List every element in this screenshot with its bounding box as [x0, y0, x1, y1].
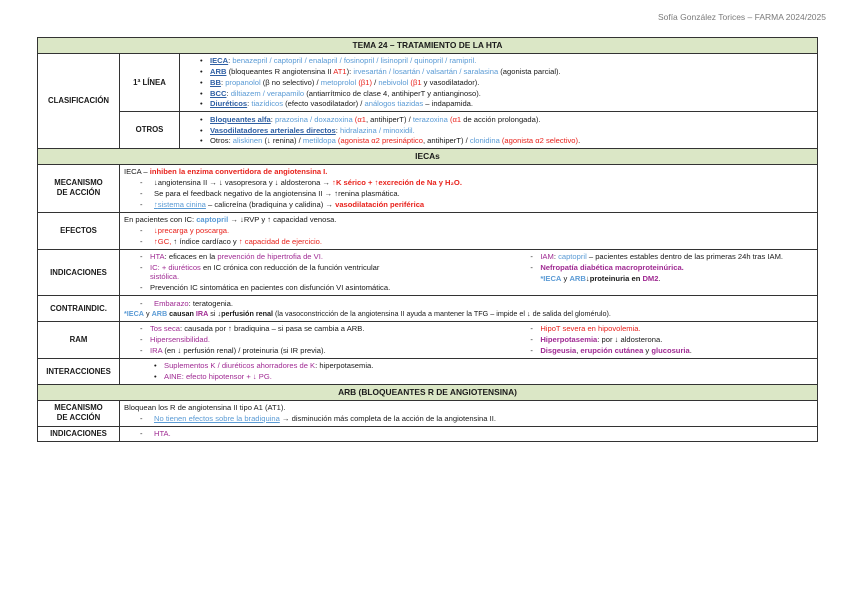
down-arrow-icon: ↓	[219, 178, 223, 188]
vaso-drugs: hidralazina / minoxidil.	[340, 125, 415, 135]
arb-indicaciones-content	[120, 426, 818, 441]
arb-header: ARB (BLOQUEANTES R DE ANGIOTENSINA)	[38, 385, 818, 401]
ram-label: RAM	[38, 321, 120, 358]
ind-r-3b: y	[561, 273, 570, 283]
ieca-drugs: benazepril / captopril / enalapril / fosinopril / lisinopril / quinopril / ramipril.	[232, 55, 477, 65]
mec-text-0a: IECA –	[124, 167, 150, 177]
ram-text-3d: perfusión renal) / proteinuria (si IR previa).	[181, 345, 326, 355]
ci-text-2e: IRA	[195, 309, 209, 319]
mec-text-3c: – calicreína (bradiquina y calidina) →	[205, 199, 336, 209]
ram-text-3b: (en	[162, 345, 178, 355]
list-item	[138, 335, 522, 344]
bb-beta-1: (β1)	[356, 77, 372, 87]
ram-r-2b: : por	[597, 335, 615, 345]
list-item	[198, 136, 813, 145]
alfa-drug-1: prazosina / doxazoxina	[275, 114, 353, 124]
list-item	[138, 324, 522, 333]
mecanismo-content	[120, 164, 818, 212]
ram-r-3c: erupción cutánea	[580, 345, 644, 355]
ind-text-3: Prevención IC sintomática en pacientes con disfunción VI asintomática.	[150, 283, 391, 293]
list-item	[142, 189, 813, 198]
bcc-note: (antiarrítmico de clase 4, antihiperT y antianginoso).	[304, 88, 481, 98]
ind-text-2a: IC: + diuréticos	[150, 262, 201, 272]
ind-r-3a: *IECA	[540, 273, 562, 283]
otros-label: OTROS	[120, 112, 180, 149]
ram-r-2a: Hiperpotasemia	[540, 335, 598, 345]
down-arrow-icon: ↓	[217, 309, 222, 319]
arb-mecanismo-content	[120, 400, 818, 426]
list-item	[528, 324, 813, 333]
ci-text-2i: (la vasoconstricción de la angiotensina II ayuda a mantener la TFG – impide el ↓ de salida del glomérulo).	[273, 309, 611, 319]
ram-content	[120, 321, 818, 358]
up-arrow-icon: ↑	[154, 236, 158, 246]
bb-drug-1: propanolol	[225, 77, 261, 87]
ci-text-1b: : teratogenia.	[188, 298, 233, 308]
mecanismo-label	[38, 164, 120, 212]
indicaciones-content	[120, 249, 818, 296]
indicaciones-row	[38, 249, 818, 296]
bb-text-1: (β no selectivo) /	[260, 77, 321, 87]
arb-mec-label-2: DE ACCIÓN	[56, 413, 101, 423]
ci-text-2d: causan	[167, 309, 196, 319]
bb-sep: /	[371, 77, 379, 87]
efe-text-0c: →	[228, 215, 241, 225]
list-item	[142, 299, 813, 308]
alfa-text-2: de acción prolongada).	[461, 114, 541, 124]
ram-row	[38, 321, 818, 358]
mec-text-3d: vasodilatación periférica	[335, 199, 425, 209]
ram-r-1: HipoT severa en hipovolemia.	[540, 324, 641, 334]
efe-text-0e: RVP y	[243, 215, 268, 225]
list-item	[142, 237, 813, 246]
mec-text-1h: K sérico +	[335, 178, 375, 188]
list-item	[152, 372, 813, 381]
mec-text-1d: vasopresora y	[222, 178, 275, 188]
mec-text-1j: excreción de Na y H₂O.	[378, 178, 462, 188]
down-arrow-icon: ↓	[585, 273, 590, 283]
efectos-label: EFECTOS	[38, 212, 120, 249]
mecanismo-label-1: MECANISMO	[54, 178, 103, 188]
list-item	[528, 335, 813, 344]
int-text-2d: PG.	[256, 372, 272, 382]
up-arrow-icon: ↑	[238, 236, 243, 246]
efe-text-0a: En pacientes con IC:	[124, 215, 197, 225]
efectos-content	[120, 212, 818, 249]
iecas-header-row	[38, 149, 818, 165]
mec-text-3b: sistema cinina	[157, 199, 206, 209]
arb-mec-text-1b: → disminución más completa de la acción de la angiotensina II.	[279, 413, 496, 423]
list-item	[142, 178, 813, 187]
mec-text-0b: inhiben la enzima convertidora de angiotensina I.	[149, 167, 328, 177]
title-row	[38, 38, 818, 54]
interacciones-label: INTERACCIONES	[38, 358, 120, 384]
list-item: • BCC: diltiazem / verapamilo (antiarrítmico de clase 4, antihiperT y antianginoso).	[198, 89, 813, 98]
up-arrow-icon: ↑	[154, 199, 158, 209]
author-header: Sofía González Torices – FARMA 2024/2025	[657, 12, 826, 22]
ind-r-3f: DM2	[642, 273, 659, 283]
otros-agonist-2: (agonista α2 selectivo)	[499, 136, 579, 146]
up-arrow-icon: ↑	[173, 236, 178, 246]
int-text-2a: AINE	[164, 372, 182, 382]
list-item	[152, 361, 813, 370]
arb-mec-label-1: MECANISMO	[54, 403, 103, 413]
ieca-name: IECA	[210, 55, 229, 65]
ind-text-2c: sistólica.	[150, 272, 180, 282]
diureticos-drug-2: análogos tiazidas	[364, 99, 424, 109]
list-item	[138, 346, 522, 355]
ram-r-3a: Disgeusia	[540, 345, 577, 355]
otros-agonist-1: (agonista α2 presináptico	[335, 136, 423, 146]
indicaciones-label: INDICACIONES	[38, 249, 120, 296]
ci-text-1a: Embarazo	[154, 298, 189, 308]
primera-linea-label: 1ª LÍNEA	[120, 53, 180, 112]
list-item	[142, 200, 813, 209]
hta-table	[37, 37, 818, 442]
down-arrow-icon: ↓	[154, 178, 158, 188]
efe-text-2d: índice cardíaco y	[177, 236, 239, 246]
ind-text-1a: HTA	[150, 252, 165, 262]
mecanismo-row	[38, 164, 818, 212]
clasificacion-row-1	[38, 53, 818, 112]
alfa-a2: (α1	[447, 114, 462, 124]
up-arrow-icon: ↑	[228, 324, 232, 334]
up-arrow-icon: ↑	[374, 178, 379, 188]
bb-text-2: y vasodilatador).	[421, 77, 480, 87]
otros-text-0: Otros:	[210, 136, 233, 146]
arb-mecanismo-row	[38, 400, 818, 426]
mec-text-1b: angiotensina II →	[157, 178, 220, 188]
diureticos-name: Diuréticos	[210, 99, 248, 109]
arb-mec-text-0: Bloquean los R de angiotensina II tipo A1 (AT1).	[124, 402, 286, 412]
bb-beta-2: (β1	[408, 77, 422, 87]
efe-text-1b: precarga y poscarga.	[157, 225, 230, 235]
diureticos-text-2: – indapamida.	[423, 99, 474, 109]
arb-close: ):	[346, 66, 354, 76]
down-arrow-icon: ↓	[252, 372, 257, 382]
otros-text-1: (	[262, 136, 267, 146]
bb-name: BB	[210, 77, 221, 87]
efe-text-0g: capacidad venosa.	[271, 215, 337, 225]
interacciones-content	[120, 358, 818, 384]
ram-r-3f: .	[689, 345, 692, 355]
ci-text-2b: y	[143, 309, 152, 319]
down-arrow-icon: ↓	[267, 136, 271, 146]
alfa-a1: (α1	[352, 114, 366, 124]
arb-mec-text-1a: No tienen efectos sobre la bradiquina	[154, 413, 280, 423]
alfa-text-1: , antihiperT) /	[365, 114, 413, 124]
down-arrow-icon: ↓	[240, 215, 244, 225]
ind-r-1a: IAM	[540, 252, 554, 262]
alfa-drug-2: terazoxina	[412, 114, 448, 124]
ram-r-3e: glucosuria	[651, 345, 690, 355]
ind-r-1b: :	[553, 252, 559, 262]
up-arrow-icon: ↑	[332, 178, 336, 188]
arb-mecanismo-label	[38, 400, 120, 426]
list-item	[528, 263, 813, 272]
efe-text-0b: captopril	[196, 215, 229, 225]
contraind-row	[38, 296, 818, 322]
ci-text-2f: si	[208, 309, 218, 319]
ram-r-3b: ,	[576, 345, 581, 355]
mec-text-2a: Se para el feedback negativo de la angiotensina II →	[154, 188, 335, 198]
arb-indicaciones-label: INDICACIONES	[38, 426, 120, 441]
ram-r-3d: y	[643, 345, 652, 355]
clasificacion-label: CLASIFICACIÓN	[38, 53, 120, 149]
down-arrow-icon: ↓	[154, 225, 158, 235]
page-title: TEMA 24 – TRATAMIENTO DE LA HTA	[38, 38, 818, 54]
list-item	[142, 429, 813, 438]
ind-r-1d: – pacientes estables dentro de las primeras 24h tras IAM.	[586, 252, 784, 262]
interacciones-row	[38, 358, 818, 384]
list-item	[528, 274, 813, 283]
ram-text-1a: Tos seca	[150, 324, 180, 334]
ci-text-2c: ARB	[151, 309, 168, 319]
vaso-name: Vasodilatadores arteriales directos	[210, 125, 336, 135]
ind-r-3c: ARB	[569, 273, 586, 283]
arb-name: ARB	[210, 66, 227, 76]
arb-at1: AT1	[333, 66, 347, 76]
int-text-1a: Suplementos K / diuréticos ahorradores de K	[164, 361, 316, 371]
list-item	[138, 252, 522, 261]
clasificacion-row-2	[38, 112, 818, 149]
ind-text-2b: en IC crónica con reducción de la función ventricular	[200, 262, 380, 272]
ram-text-1b: : causada por	[179, 324, 229, 334]
list-item	[142, 414, 813, 423]
list-item	[528, 252, 813, 261]
down-arrow-icon: ↓	[177, 345, 182, 355]
list-item	[138, 263, 522, 282]
bb-drug-2: metoprolol	[320, 77, 357, 87]
list-item	[138, 283, 522, 292]
down-arrow-icon: ↓	[614, 335, 619, 345]
arb-drugs: irvesartán / losartán / valsartán / saralasina	[353, 66, 499, 76]
arb-header-row	[38, 385, 818, 401]
otros-text-4: .	[578, 136, 581, 146]
otros-drug-2: metildopa	[302, 136, 336, 146]
int-text-2b: : efecto hipotensor +	[181, 372, 253, 382]
otros-drug-1: aliskinen	[232, 136, 263, 146]
mecanismo-label-2: DE ACCIÓN	[56, 188, 101, 198]
ind-r-3e: proteinuria en	[589, 273, 643, 283]
arb-indicaciones-row	[38, 426, 818, 441]
mec-text-2c: renina plasmática.	[338, 188, 400, 198]
list-item: • Bloqueantes alfa: prazosina / doxazoxina (α1, antihiperT) / terazoxina (α1 de acción prolongada).	[198, 115, 813, 124]
diureticos-text-1: (efecto vasodilatador) /	[283, 99, 365, 109]
otros-content	[180, 112, 818, 149]
efe-text-2b: GC,	[157, 236, 174, 246]
list-item: • Diuréticos: tiazídicos (efecto vasodilatador) / análogos tiazidas – indapamida.	[198, 99, 813, 108]
contraind-content	[120, 296, 818, 322]
primera-linea-content	[180, 53, 818, 112]
arb-desc: (bloqueantes R angiotensina II	[226, 66, 334, 76]
arb-ind-text-1: HTA.	[154, 429, 171, 439]
ind-r-3g: .	[658, 273, 661, 283]
list-item: • IECA: benazepril / captopril / enalapril / fosinopril / lisinopril / quinopril / ramipril.	[198, 56, 813, 65]
bcc-drugs: diltiazem / verapamilo	[230, 88, 305, 98]
bcc-name: BCC	[210, 88, 227, 98]
arb-note: (agonista parcial).	[498, 66, 561, 76]
ind-r-2: Nefropatía diabética macroproteinúrica.	[540, 262, 684, 272]
otros-text-3: , antihiperT) /	[422, 136, 470, 146]
ram-text-3a: IRA	[150, 345, 163, 355]
ind-text-1c: prevención de hipertrofia de VI.	[217, 252, 323, 262]
efectos-row	[38, 212, 818, 249]
list-item	[198, 67, 813, 76]
mec-text-1f: aldosterona →	[278, 178, 333, 188]
diureticos-drug-1: tiazídicos	[251, 99, 284, 109]
down-arrow-icon: ↓	[274, 178, 279, 188]
ind-text-1b: : eficaces en la	[164, 252, 218, 262]
up-arrow-icon: ↑	[267, 215, 272, 225]
ram-r-2d: aldosterona.	[618, 335, 663, 345]
up-arrow-icon: ↑	[334, 188, 339, 198]
efe-text-2f: capacidad de ejercicio.	[242, 236, 323, 246]
ci-text-2a: *IECA	[124, 309, 144, 319]
iecas-header: IECAs	[38, 149, 818, 165]
list-item	[528, 346, 813, 355]
otros-drug-3: clonidina	[469, 136, 500, 146]
ram-text-1d: bradiquina – si pasa se cambia a ARB.	[231, 324, 365, 334]
contraind-label: CONTRAINDIC.	[38, 296, 120, 322]
ind-r-1c: captopril	[558, 252, 587, 262]
bb-drug-3: nebivolol	[378, 77, 409, 87]
alfa-name: Bloqueantes alfa	[210, 114, 271, 124]
ram-text-2: Hipersensibilidad.	[150, 335, 210, 345]
otros-text-2: renina) /	[270, 136, 303, 146]
int-text-1b: : hiperpotasemia.	[315, 361, 374, 371]
list-item: • BB: propanolol (β no selectivo) / metoprolol (β1) / nebivolol (β1 y vasodilatador).	[198, 78, 813, 87]
list-item: • Vasodilatadores arteriales directos: hidralazina / minoxidil.	[198, 126, 813, 135]
ci-text-2h: perfusión renal	[221, 309, 274, 319]
list-item	[142, 226, 813, 235]
